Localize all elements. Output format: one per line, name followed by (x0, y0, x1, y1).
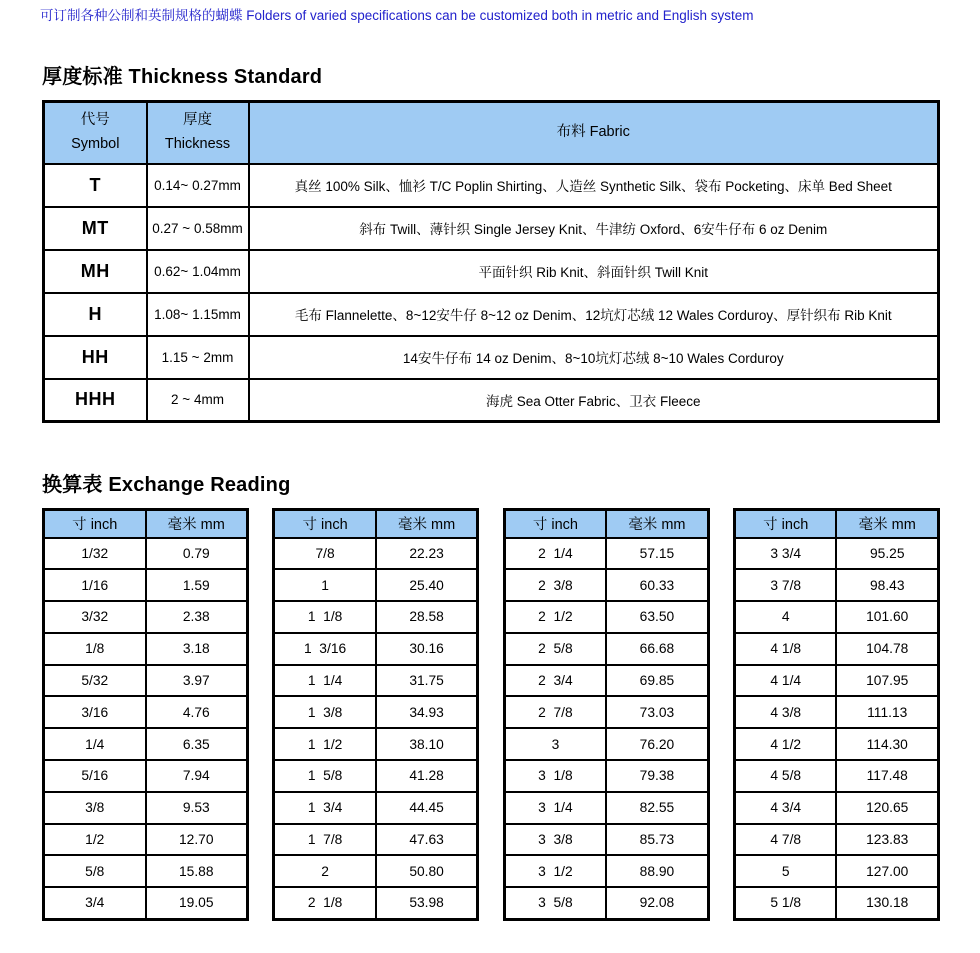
inch-cell: 3 1/8 (504, 760, 606, 792)
thickness-table-row (44, 250, 939, 293)
exchange-table-row (504, 538, 708, 570)
inch-cell: 2 1/4 (504, 538, 606, 570)
mm-cell: 3.97 (146, 665, 248, 697)
mm-cell: 69.85 (606, 665, 708, 697)
exchange-table-row (504, 601, 708, 633)
symbol-cell: H (44, 293, 147, 336)
inch-cell: 1 (274, 569, 376, 601)
inch-cell: 1 3/8 (274, 696, 376, 728)
exchange-table-row (274, 569, 478, 601)
mm-cell: 12.70 (146, 824, 248, 856)
thickness-cell: 0.62~ 1.04mm (147, 250, 249, 293)
exchange-table-3 (503, 508, 710, 921)
mm-cell: 114.30 (836, 728, 938, 760)
exchange-table-row (44, 665, 248, 697)
mm-cell: 38.10 (376, 728, 478, 760)
mm-cell: 104.78 (836, 633, 938, 665)
exchange-table-row (44, 728, 248, 760)
inch-cell: 1 3/16 (274, 633, 376, 665)
inch-cell: 4 1/8 (734, 633, 836, 665)
symbol-header-en: Symbol (71, 135, 120, 152)
thickness-table-row (44, 207, 939, 250)
mm-cell: 111.13 (836, 696, 938, 728)
mm-cell: 88.90 (606, 855, 708, 887)
exchange-header-row (504, 510, 708, 538)
exchange-table-row (504, 792, 708, 824)
inch-cell: 1 7/8 (274, 824, 376, 856)
mm-cell: 25.40 (376, 569, 478, 601)
exchange-table-row (274, 538, 478, 570)
inch-cell: 2 5/8 (504, 633, 606, 665)
mm-cell: 6.35 (146, 728, 248, 760)
exchange-table-body (504, 538, 708, 920)
exchange-table-row (504, 855, 708, 887)
inch-column-header: 寸 inch (734, 510, 836, 538)
mm-cell: 7.94 (146, 760, 248, 792)
exchange-table-row (504, 728, 708, 760)
thickness-table-row (44, 293, 939, 336)
exchange-table-row (44, 792, 248, 824)
inch-cell: 3/8 (44, 792, 146, 824)
inch-column-header: 寸 inch (504, 510, 606, 538)
exchange-table-row (274, 855, 478, 887)
exchange-table-1 (42, 508, 249, 921)
exchange-table-row (734, 569, 938, 601)
exchange-table-body (44, 538, 248, 920)
exchange-table-row (734, 792, 938, 824)
exchange-table-row (274, 824, 478, 856)
mm-cell: 120.65 (836, 792, 938, 824)
inch-cell: 5 (734, 855, 836, 887)
exchange-table-row (274, 792, 478, 824)
inch-cell: 3 7/8 (734, 569, 836, 601)
exchange-reading-section (42, 468, 940, 921)
thickness-table-row (44, 379, 939, 422)
mm-cell: 57.15 (606, 538, 708, 570)
inch-cell: 3 5/8 (504, 887, 606, 919)
mm-cell: 4.76 (146, 696, 248, 728)
exchange-table-row (734, 728, 938, 760)
mm-cell: 82.55 (606, 792, 708, 824)
thickness-table-body (44, 164, 939, 422)
mm-cell: 95.25 (836, 538, 938, 570)
inch-cell: 5/8 (44, 855, 146, 887)
mm-cell: 73.03 (606, 696, 708, 728)
inch-cell: 3 1/4 (504, 792, 606, 824)
symbol-column-header (44, 102, 147, 164)
mm-cell: 2.38 (146, 601, 248, 633)
exchange-table-row (504, 824, 708, 856)
fabric-cell: 平面针织 Rib Knit、斜面针织 Twill Knit (249, 250, 939, 293)
exchange-table-row (44, 601, 248, 633)
symbol-cell: HH (44, 336, 147, 379)
exchange-table-row (504, 569, 708, 601)
inch-cell: 4 1/4 (734, 665, 836, 697)
symbol-cell: HHH (44, 379, 147, 422)
exchange-table-row (504, 760, 708, 792)
inch-cell: 2 3/4 (504, 665, 606, 697)
top-note: 可订制各种公制和英制规格的蝴蝶 Folders of varied specifications can be customized both in metric and English system (40, 8, 754, 23)
exchange-table-row (274, 601, 478, 633)
inch-cell: 2 7/8 (504, 696, 606, 728)
mm-cell: 3.18 (146, 633, 248, 665)
exchange-table-row (504, 665, 708, 697)
exchange-table-row (734, 887, 938, 919)
exchange-header-row (44, 510, 248, 538)
exchange-table-row (504, 633, 708, 665)
mm-cell: 47.63 (376, 824, 478, 856)
inch-column-header: 寸 inch (274, 510, 376, 538)
thickness-cell: 1.15 ~ 2mm (147, 336, 249, 379)
exchange-table-row (44, 696, 248, 728)
thickness-standard-title: 厚度标准 Thickness Standard (42, 66, 323, 88)
mm-cell: 31.75 (376, 665, 478, 697)
exchange-table-row (44, 760, 248, 792)
exchange-table-row (44, 887, 248, 919)
fabric-cell: 毛布 Flannelette、8~12安牛仔 8~12 oz Denim、12坑灯芯绒 12 Wales Corduroy、厚针织布 Rib Knit (249, 293, 939, 336)
inch-cell: 4 5/8 (734, 760, 836, 792)
inch-cell: 4 (734, 601, 836, 633)
exchange-table-row (734, 760, 938, 792)
thickness-cell: 2 ~ 4mm (147, 379, 249, 422)
thickness-header-en: Thickness (164, 135, 231, 152)
exchange-table-row (274, 665, 478, 697)
inch-column-header: 寸 inch (44, 510, 146, 538)
mm-cell: 22.23 (376, 538, 478, 570)
mm-cell: 92.08 (606, 887, 708, 919)
thickness-table-row (44, 164, 939, 207)
symbol-cell: MH (44, 250, 147, 293)
inch-cell: 1 1/4 (274, 665, 376, 697)
symbol-cell: T (44, 164, 147, 207)
exchange-table-row (734, 538, 938, 570)
thickness-cell: 0.27 ~ 0.58mm (147, 207, 249, 250)
thickness-standard-table (42, 100, 940, 423)
inch-cell: 1/8 (44, 633, 146, 665)
inch-cell: 5/16 (44, 760, 146, 792)
mm-cell: 127.00 (836, 855, 938, 887)
exchange-table-row (274, 728, 478, 760)
mm-column-header: 毫米 mm (836, 510, 938, 538)
inch-cell: 2 (274, 855, 376, 887)
exchange-table-row (274, 633, 478, 665)
inch-cell: 1/32 (44, 538, 146, 570)
mm-cell: 117.48 (836, 760, 938, 792)
thickness-header-row (44, 102, 939, 164)
inch-cell: 5/32 (44, 665, 146, 697)
exchange-table-row (734, 855, 938, 887)
inch-cell: 2 1/8 (274, 887, 376, 919)
mm-cell: 50.80 (376, 855, 478, 887)
mm-column-header: 毫米 mm (376, 510, 478, 538)
inch-cell: 4 3/8 (734, 696, 836, 728)
mm-cell: 28.58 (376, 601, 478, 633)
inch-cell: 1 1/2 (274, 728, 376, 760)
mm-cell: 34.93 (376, 696, 478, 728)
mm-cell: 85.73 (606, 824, 708, 856)
exchange-table-row (734, 601, 938, 633)
exchange-reading-title: 换算表 Exchange Reading (42, 474, 291, 496)
inch-cell: 3 (504, 728, 606, 760)
exchange-table-row (44, 855, 248, 887)
mm-cell: 53.98 (376, 887, 478, 919)
inch-cell: 1 1/8 (274, 601, 376, 633)
thickness-cell: 0.14~ 0.27mm (147, 164, 249, 207)
mm-cell: 9.53 (146, 792, 248, 824)
exchange-tables (42, 508, 940, 921)
exchange-table-row (734, 824, 938, 856)
inch-cell: 1/4 (44, 728, 146, 760)
fabric-cell: 14安牛仔布 14 oz Denim、8~10坑灯芯绒 8~10 Wales Corduroy (249, 336, 939, 379)
mm-column-header: 毫米 mm (146, 510, 248, 538)
exchange-table-2 (272, 508, 479, 921)
mm-cell: 76.20 (606, 728, 708, 760)
mm-cell: 79.38 (606, 760, 708, 792)
inch-cell: 1/16 (44, 569, 146, 601)
thickness-cell: 1.08~ 1.15mm (147, 293, 249, 336)
fabric-column-header: 布料 Fabric (249, 102, 939, 164)
thickness-standard-section (42, 60, 940, 423)
inch-cell: 3 3/4 (734, 538, 836, 570)
inch-cell: 3 1/2 (504, 855, 606, 887)
mm-cell: 123.83 (836, 824, 938, 856)
exchange-table-row (734, 696, 938, 728)
exchange-table-row (734, 633, 938, 665)
mm-cell: 15.88 (146, 855, 248, 887)
exchange-table-row (504, 696, 708, 728)
mm-cell: 0.79 (146, 538, 248, 570)
thickness-header-cn: 厚度 (183, 111, 212, 128)
exchange-table-row (44, 569, 248, 601)
symbol-header-cn: 代号 (80, 111, 110, 128)
inch-cell: 1 5/8 (274, 760, 376, 792)
exchange-table-row (734, 665, 938, 697)
mm-cell: 63.50 (606, 601, 708, 633)
exchange-table-row (44, 538, 248, 570)
mm-cell: 41.28 (376, 760, 478, 792)
inch-cell: 3 3/8 (504, 824, 606, 856)
mm-cell: 98.43 (836, 569, 938, 601)
inch-cell: 1/2 (44, 824, 146, 856)
inch-cell: 7/8 (274, 538, 376, 570)
exchange-table-4 (733, 508, 940, 921)
exchange-table-row (44, 633, 248, 665)
thickness-table-row (44, 336, 939, 379)
mm-cell: 44.45 (376, 792, 478, 824)
exchange-table-row (274, 696, 478, 728)
mm-cell: 30.16 (376, 633, 478, 665)
mm-cell: 101.60 (836, 601, 938, 633)
inch-cell: 1 3/4 (274, 792, 376, 824)
inch-cell: 3/16 (44, 696, 146, 728)
exchange-table-body (274, 538, 478, 920)
mm-cell: 66.68 (606, 633, 708, 665)
inch-cell: 4 3/4 (734, 792, 836, 824)
exchange-table-row (274, 887, 478, 919)
fabric-cell: 海虎 Sea Otter Fabric、卫衣 Fleece (249, 379, 939, 422)
inch-cell: 4 1/2 (734, 728, 836, 760)
mm-cell: 107.95 (836, 665, 938, 697)
inch-cell: 3/32 (44, 601, 146, 633)
exchange-header-row (734, 510, 938, 538)
mm-cell: 60.33 (606, 569, 708, 601)
exchange-table-row (44, 824, 248, 856)
inch-cell: 3/4 (44, 887, 146, 919)
exchange-table-row (504, 887, 708, 919)
fabric-cell: 斜布 Twill、薄针织 Single Jersey Knit、牛津纺 Oxford、6安牛仔布 6 oz Denim (249, 207, 939, 250)
symbol-cell: MT (44, 207, 147, 250)
exchange-header-row (274, 510, 478, 538)
mm-cell: 1.59 (146, 569, 248, 601)
thickness-column-header (147, 102, 249, 164)
mm-cell: 130.18 (836, 887, 938, 919)
inch-cell: 5 1/8 (734, 887, 836, 919)
inch-cell: 2 3/8 (504, 569, 606, 601)
mm-column-header: 毫米 mm (606, 510, 708, 538)
exchange-table-body (734, 538, 938, 920)
inch-cell: 2 1/2 (504, 601, 606, 633)
mm-cell: 19.05 (146, 887, 248, 919)
fabric-cell: 真丝 100% Silk、恤衫 T/C Poplin Shirting、人造丝 Synthetic Silk、袋布 Pocketing、床单 Bed Sheet (249, 164, 939, 207)
inch-cell: 4 7/8 (734, 824, 836, 856)
exchange-table-row (274, 760, 478, 792)
